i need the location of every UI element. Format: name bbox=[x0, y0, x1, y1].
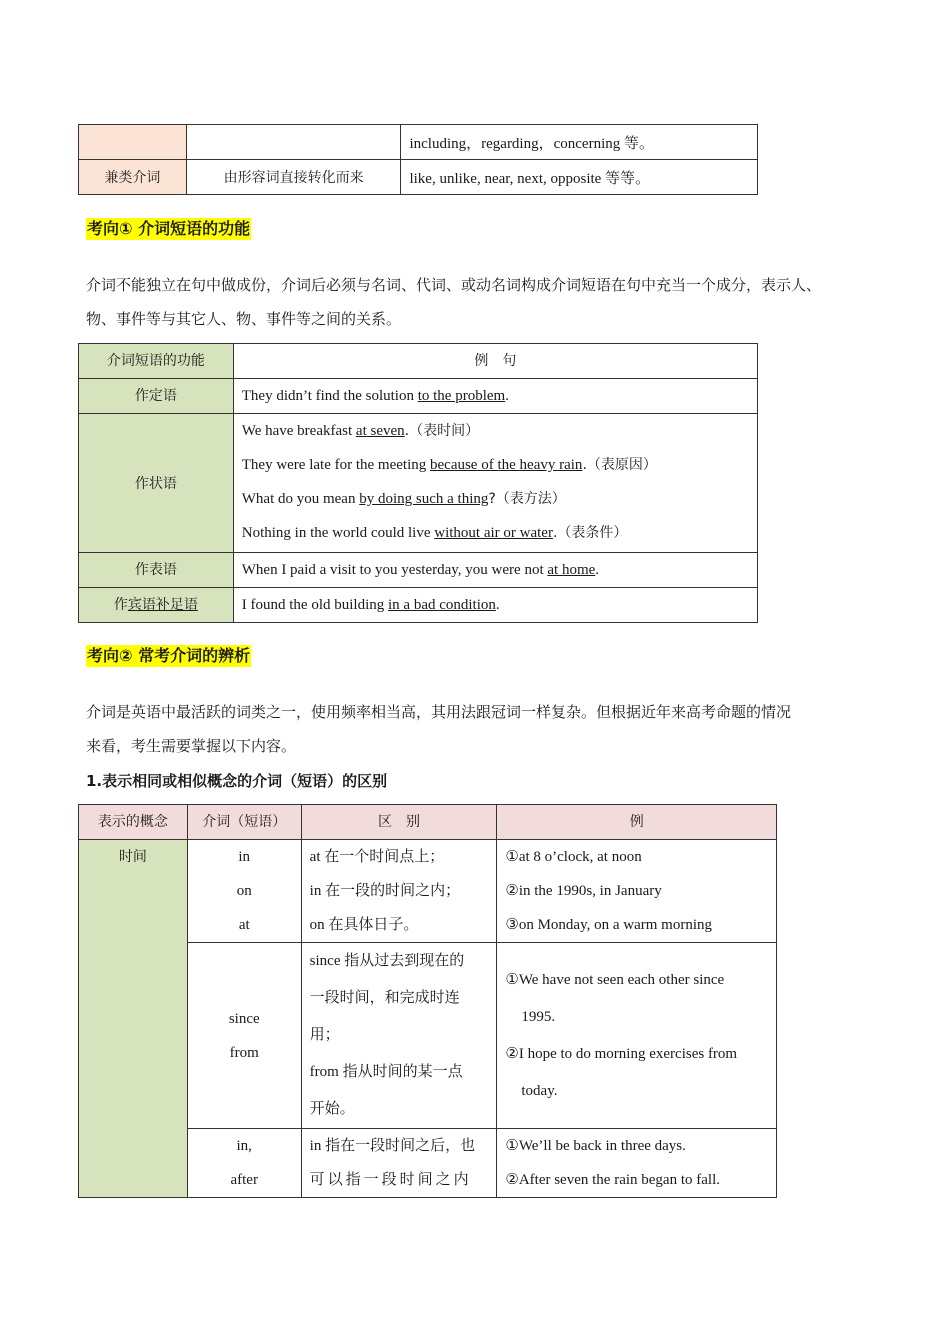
sub-heading: 1.表示相同或相似概念的介词（短语）的区别 bbox=[86, 772, 388, 790]
difference-line: 可以指一段时间之内 bbox=[309, 1172, 472, 1188]
difference-line: from 指从时间的某一点 bbox=[309, 1064, 463, 1080]
example-text: What do you mean bbox=[241, 491, 360, 507]
underlined-phrase: by doing such a thing bbox=[359, 491, 489, 507]
underlined-phrase: at seven bbox=[355, 423, 405, 439]
prep-cell bbox=[187, 943, 301, 1129]
example-cell bbox=[233, 379, 757, 414]
prep-item: after bbox=[230, 1172, 258, 1188]
example-line: ①at 8 o’clock, at noon bbox=[505, 849, 642, 865]
example-cell bbox=[497, 1129, 777, 1198]
function-label: 作表语 bbox=[79, 553, 234, 588]
section-paragraph bbox=[86, 695, 886, 763]
table-cell bbox=[79, 125, 187, 160]
example-cell bbox=[497, 840, 777, 943]
example-line bbox=[242, 516, 749, 550]
concept-cell: 时间 bbox=[79, 840, 188, 1198]
example-cell bbox=[233, 414, 757, 553]
prep-item: since bbox=[228, 1010, 260, 1027]
difference-line: 一段时间，和完成时连 bbox=[309, 990, 460, 1006]
prep-cell bbox=[187, 1129, 301, 1198]
difference-cell bbox=[301, 1129, 497, 1198]
table-cell: 兼类介词 bbox=[79, 160, 187, 195]
table-cell: including，regarding，concerning 等。 bbox=[401, 125, 758, 160]
example-text: . bbox=[495, 597, 500, 613]
table-row bbox=[79, 588, 758, 623]
example-text: .（表时间） bbox=[404, 423, 480, 439]
section-heading: 考向② 常考介词的辨析 bbox=[87, 646, 251, 665]
prep-item: in, bbox=[236, 1138, 252, 1154]
example-text: .（表原因） bbox=[582, 457, 657, 473]
table-header-row bbox=[79, 805, 777, 840]
table-cell: 由形容词直接转化而来 bbox=[186, 160, 401, 195]
example-text: They were late for the meeting bbox=[241, 457, 430, 473]
underlined-phrase: to the problem bbox=[417, 388, 506, 404]
header-cell: 区 别 bbox=[301, 805, 497, 840]
example-text: .（表条件） bbox=[552, 525, 628, 541]
underlined-phrase: in a bad condition bbox=[388, 597, 496, 613]
example-line: ①We’ll be back in three days. bbox=[505, 1138, 686, 1154]
example-cell bbox=[233, 553, 757, 588]
difference-line: since 指从过去到现在的 bbox=[309, 953, 465, 969]
paragraph-line: 物、事件等与其它人、物、事件等之间的关系。 bbox=[86, 310, 402, 328]
table-row bbox=[79, 414, 758, 553]
example-line: ②in the 1990s, in January bbox=[505, 883, 662, 899]
section-heading: 考向① 介词短语的功能 bbox=[87, 219, 251, 238]
prep-item: at bbox=[238, 917, 250, 933]
table-header-row bbox=[79, 344, 758, 379]
example-line: ②I hope to do morning exercises from bbox=[505, 1045, 738, 1062]
difference-line: 用； bbox=[309, 1027, 340, 1043]
function-label: 作状语 bbox=[79, 414, 234, 553]
section-paragraph bbox=[86, 268, 886, 336]
example-text: . bbox=[595, 562, 600, 578]
example-text: I found the old building bbox=[241, 597, 388, 613]
difference-cell bbox=[301, 943, 497, 1129]
table-row bbox=[79, 840, 777, 943]
underlined-phrase: at home bbox=[547, 562, 596, 578]
prep-item: from bbox=[229, 1044, 259, 1061]
header-cell: 介词（短语） bbox=[187, 805, 301, 840]
prep-item: on bbox=[236, 883, 252, 899]
example-line bbox=[242, 482, 749, 516]
table-row bbox=[79, 553, 758, 588]
example-line bbox=[242, 414, 749, 448]
prep-phrase-function-table bbox=[78, 343, 758, 623]
example-text: When I paid a visit to you yesterday, you were not bbox=[241, 562, 548, 578]
example-line: today. bbox=[521, 1082, 558, 1099]
example-text: Nothing in the world could live bbox=[241, 525, 435, 541]
difference-line: at 在一个时间点上； bbox=[309, 849, 445, 865]
prep-type-table-continued bbox=[78, 124, 758, 195]
header-cell: 例 bbox=[497, 805, 777, 840]
underlined-phrase: without air or water bbox=[434, 525, 553, 541]
header-cell: 例 句 bbox=[233, 344, 757, 379]
example-line: ②After seven the rain began to fall. bbox=[505, 1172, 720, 1188]
example-text: They didn’t find the solution bbox=[241, 388, 418, 404]
table-row bbox=[79, 125, 758, 160]
prep-item: in bbox=[238, 849, 251, 865]
example-line: 1995. bbox=[521, 1008, 556, 1025]
example-text: ?（表方法） bbox=[488, 491, 566, 507]
function-label: 作定语 bbox=[79, 379, 234, 414]
paragraph-line: 来看，考生需要掌握以下内容。 bbox=[86, 737, 297, 755]
example-cell bbox=[497, 943, 777, 1129]
example-line: ①We have not seen each other since bbox=[505, 971, 725, 988]
difference-line: in 指在一段时间之后，也 bbox=[309, 1138, 476, 1154]
label-underlined: 宾语补足语 bbox=[127, 597, 198, 613]
difference-line: 开始。 bbox=[309, 1101, 355, 1117]
function-label bbox=[79, 588, 234, 623]
paragraph-line: 介词不能独立在句中做成份，介词后必须与名词、代词、或动名词构成介词短语在句中充当一个成分，表示人、 bbox=[86, 276, 822, 294]
example-line bbox=[242, 448, 749, 482]
table-cell bbox=[186, 125, 401, 160]
label-text: 作 bbox=[113, 597, 128, 613]
difference-cell bbox=[301, 840, 497, 943]
paragraph-line: 介词是英语中最活跃的词类之一，使用频率相当高，其用法跟冠词一样复杂。但根据近年来高考命题的情况 bbox=[86, 703, 792, 721]
example-line: ③on Monday, on a warm morning bbox=[505, 917, 712, 933]
example-text: We have breakfast bbox=[241, 423, 356, 439]
table-row bbox=[79, 160, 758, 195]
example-cell bbox=[233, 588, 757, 623]
header-cell: 表示的概念 bbox=[79, 805, 188, 840]
example-text: . bbox=[505, 388, 509, 404]
header-cell: 介词短语的功能 bbox=[79, 344, 234, 379]
table-cell: like, unlike, near, next, opposite 等等。 bbox=[401, 160, 758, 195]
prep-cell bbox=[187, 840, 301, 943]
underlined-phrase: because of the heavy rain bbox=[430, 457, 583, 473]
prep-comparison-table bbox=[78, 804, 777, 1198]
table-row bbox=[79, 379, 758, 414]
difference-line: in 在一段的时间之内； bbox=[309, 883, 461, 899]
difference-line: on 在具体日子。 bbox=[309, 917, 419, 933]
